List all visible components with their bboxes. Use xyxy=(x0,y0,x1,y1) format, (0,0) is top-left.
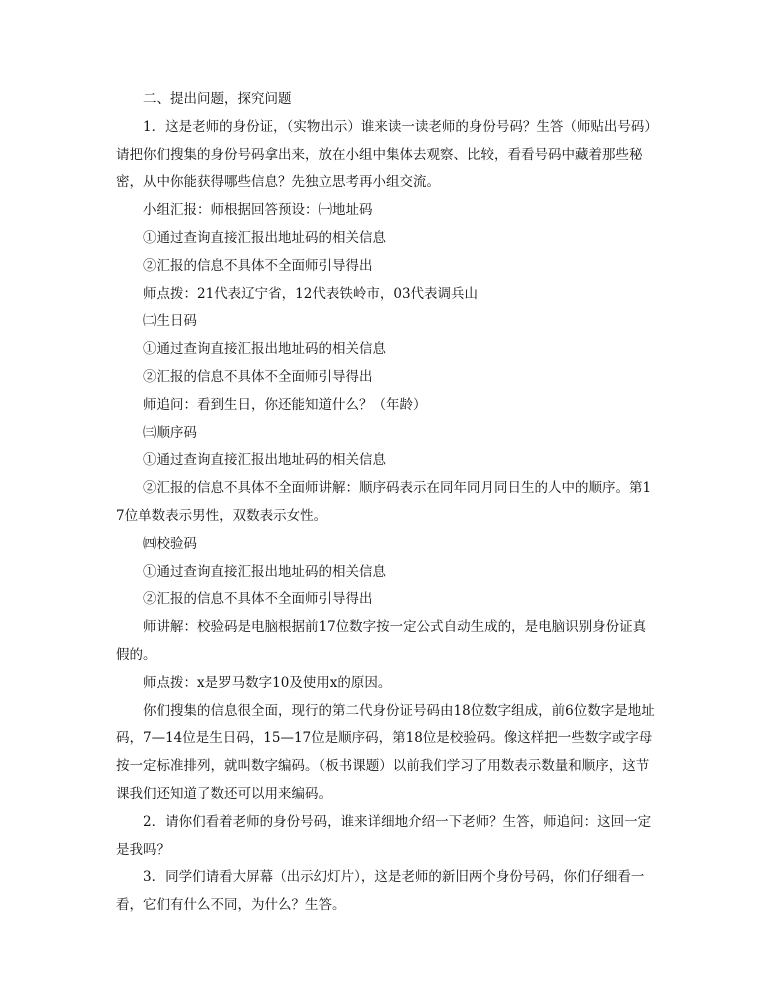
paragraph: ㈢顺序码 xyxy=(143,424,197,441)
paragraph: ㈣校验码 xyxy=(143,535,197,552)
paragraph: ②汇报的信息不具体不全面师讲解：顺序码表示在同年同月同日生的人中的顺序。第17位单数表示男性，双数表示女性。 xyxy=(116,480,652,524)
paragraph: 师讲解：校验码是电脑根据前17位数字按一定公式自动生成的，是电脑识别身份证真假的。 xyxy=(116,619,647,663)
paragraph: 师点拨：x是罗马数字10及使用x的原因。 xyxy=(143,674,392,691)
paragraph: ②汇报的信息不具体不全面师引导得出 xyxy=(143,368,373,385)
paragraph: ①通过查询直接汇报出地址码的相关信息 xyxy=(143,229,386,246)
paragraph: ②汇报的信息不具体不全面师引导得出 xyxy=(143,591,373,608)
paragraph: ①通过查询直接汇报出地址码的相关信息 xyxy=(143,452,386,469)
paragraph: 1．这是老师的身份证，（实物出示）谁来读一读老师的身份号码？生答（师贴出号码）请把你们搜集的身份号码拿出来，放在小组中集体去观察、比较，看看号码中藏着那些秘密，从中你能获得哪些信息？先独立思考再小组交流。 xyxy=(116,118,652,191)
paragraph: 2．请你们看着老师的身份号码，谁来详细地介绍一下老师？生答，师追问：这回一定是我吗？ xyxy=(116,813,652,858)
paragraph: 师点拨：21代表辽宁省，12代表铁岭市，03代表调兵山 xyxy=(143,285,479,302)
paragraph: ㈡生日码 xyxy=(143,313,197,330)
paragraph: 3．同学们请看大屏幕（出示幻灯片），这是老师的新旧两个身份号码，你们仔细看一看，它们有什么不同，为什么？生答。 xyxy=(116,869,645,914)
paragraph: 小组汇报：师根据回答预设：㈠地址码 xyxy=(143,202,373,219)
paragraph: 师追问：看到生日，你还能知道什么？（年龄） xyxy=(143,396,427,413)
document-page xyxy=(116,86,656,920)
paragraph: ①通过查询直接汇报出地址码的相关信息 xyxy=(143,563,386,580)
section-heading: 二、提出问题，探究问题 xyxy=(143,91,292,107)
paragraph: 你们搜集的信息很全面，现行的第二代身份证号码由18位数字组成，前6位数字是地址码，7—14位是生日码，15—17位是顺序码，第18位是校验码。像这样把一些数字或字母按一定标准排列，就叫数字编码。（板书课题）以前我们学习了用数表示数量和顺序，这节课我们还知道了数还可以用来编码。 xyxy=(116,702,655,802)
paragraph: ②汇报的信息不具体不全面师引导得出 xyxy=(143,257,373,274)
paragraph: ①通过查询直接汇报出地址码的相关信息 xyxy=(143,341,386,358)
